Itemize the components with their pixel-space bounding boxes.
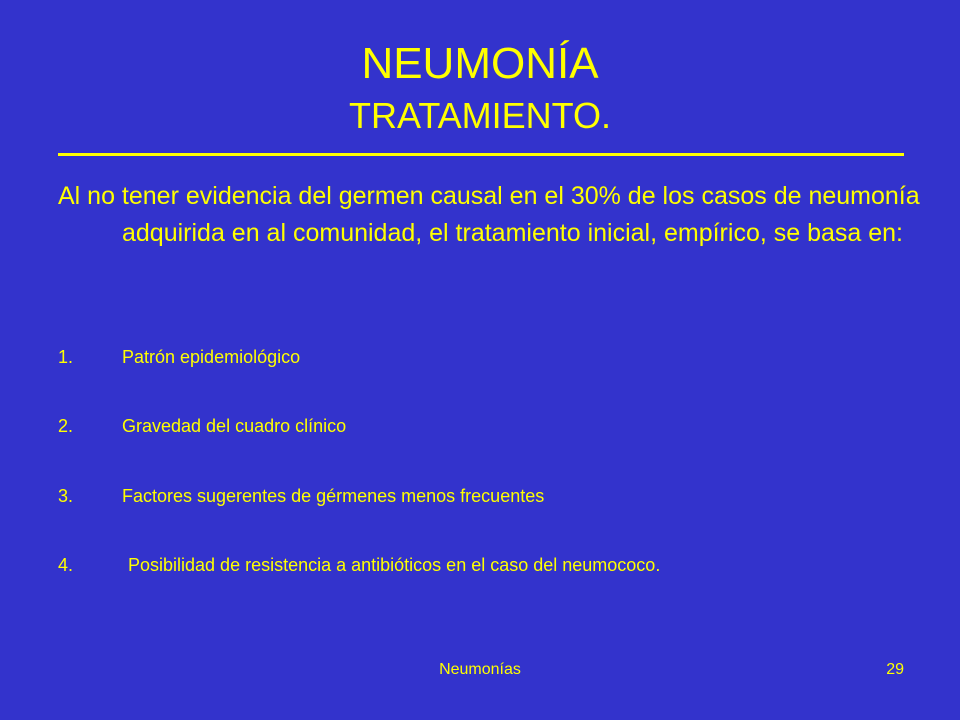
list-item	[58, 345, 300, 369]
list-item-number: 4.	[58, 555, 74, 575]
list-item-text: Patrón epidemiológico	[122, 347, 301, 367]
list-item	[58, 484, 544, 508]
list-item	[58, 414, 346, 438]
list-item-number: 2.	[58, 416, 74, 436]
list-item	[58, 553, 660, 577]
intro-paragraph: Al no tener evidencia del germen causal en el 30% de los casos de neumonía adquirida en al comunidad, el tratamiento inicial, empírico, se basa en:	[58, 182, 920, 247]
slide-subtitle: TRATAMIENTO.	[348, 95, 611, 136]
footer-title: Neumonías	[439, 661, 521, 678]
slide-title: NEUMONÍA	[361, 39, 599, 88]
list-item-text: Factores sugerentes de gérmenes menos frecuentes	[122, 486, 545, 506]
title-divider	[58, 153, 904, 156]
list-item-text: Gravedad del cuadro clínico	[122, 416, 347, 436]
page-number: 29	[886, 661, 904, 678]
list-item-number: 1.	[58, 347, 74, 367]
list-item-text: Posibilidad de resistencia a antibióticos en el caso del neumococo.	[128, 555, 661, 575]
list-item-number: 3.	[58, 486, 74, 506]
